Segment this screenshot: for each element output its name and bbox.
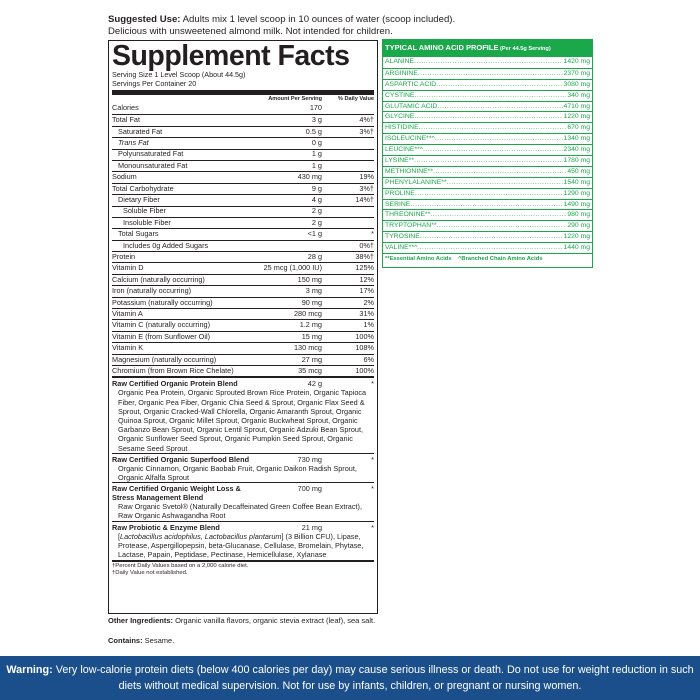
amino-name: TYROSINE bbox=[385, 233, 420, 241]
amino-name: VALINE**^ bbox=[385, 244, 418, 252]
facts-row bbox=[112, 126, 374, 137]
nutrient-label: Calories bbox=[112, 103, 139, 113]
amino-value: 1440 mg bbox=[563, 244, 590, 252]
facts-row bbox=[112, 149, 374, 160]
amino-value: 2340 mg bbox=[563, 146, 590, 154]
blend-ingredients: [Lactobacillus acidophilus, Lactobacillus plantarum] (3 Billion CFU), Lipase, Protease, Aspergillopepsin, beta-Glucanase, Cellulase, Bromelain, Phytase, Lactase, Papain, Peptidase, Pectinase, Hemicellulase, Xylanase bbox=[118, 531, 364, 560]
amino-leader-dots bbox=[414, 57, 562, 68]
nutrient-dv: * bbox=[371, 229, 374, 239]
supplement-facts-title: Supplement Facts bbox=[112, 40, 350, 72]
amino-row bbox=[383, 111, 592, 122]
amino-name: ISOLEUCINE**^ bbox=[385, 135, 435, 143]
amino-value: 2370 mg bbox=[563, 69, 590, 77]
nutrient-dv: 1% bbox=[363, 320, 374, 330]
blend-amount: 21 mg bbox=[301, 522, 322, 532]
nutrient-dv: 0%† bbox=[359, 240, 374, 250]
nutrient-label: Insoluble Fiber bbox=[123, 217, 171, 227]
nutrient-label: Chromium (from Brown Rice Chelate) bbox=[112, 365, 234, 375]
amino-leader-dots bbox=[433, 167, 566, 177]
amino-leader-dots bbox=[414, 112, 562, 122]
amino-value: 980 mg bbox=[567, 211, 590, 219]
amino-name: GLYCINE bbox=[385, 113, 415, 121]
amino-value: 290 mg bbox=[567, 222, 590, 230]
nutrient-amount: 3 mg bbox=[305, 286, 322, 296]
nutrient-amount: 35 mcg bbox=[298, 365, 322, 375]
amino-value: 4710 mg bbox=[563, 102, 590, 110]
facts-row bbox=[112, 114, 374, 125]
serving-size: Serving Size 1 Level Scoop (About 44.5g) bbox=[112, 70, 246, 79]
amino-notes bbox=[383, 253, 592, 264]
amino-leader-dots bbox=[410, 200, 562, 210]
facts-row bbox=[112, 285, 374, 296]
amino-row bbox=[383, 231, 592, 242]
facts-row bbox=[112, 297, 374, 308]
amino-row bbox=[383, 166, 592, 177]
nutrient-label: Vitamin C (naturally occurring) bbox=[112, 320, 211, 330]
facts-rows bbox=[112, 103, 374, 376]
nutrient-label: Trans Fat bbox=[118, 138, 149, 148]
nutrient-label: Vitamin E (from Sunflower Oil) bbox=[112, 331, 210, 341]
amino-leader-dots bbox=[430, 210, 566, 220]
nutrient-amount: 15 mg bbox=[301, 331, 322, 341]
amino-row bbox=[383, 155, 592, 166]
suggested-use-line1: Adults mix 1 level scoop in 10 ounces of water (scoop included). bbox=[180, 14, 456, 25]
amino-leader-dots bbox=[423, 145, 563, 155]
nutrient-label: Saturated Fat bbox=[118, 126, 163, 136]
amino-leader-dots bbox=[436, 80, 562, 90]
amino-value: 450 mg bbox=[567, 167, 590, 175]
contains-text: Sesame. bbox=[142, 636, 175, 645]
contains-label: Contains: bbox=[108, 636, 143, 645]
facts-row bbox=[112, 171, 374, 182]
divider-footer bbox=[112, 560, 374, 562]
supplement-facts-panel bbox=[108, 40, 378, 614]
warning-banner bbox=[0, 656, 700, 700]
amino-note-essential: **Essential Amino Acids bbox=[385, 256, 452, 263]
nutrient-label: Iron (naturally occurring) bbox=[112, 286, 192, 296]
nutrient-label: Magnesium (naturally occurring) bbox=[112, 354, 217, 364]
nutrient-dv: 100% bbox=[355, 331, 374, 341]
nutrient-dv: 6% bbox=[363, 354, 374, 364]
facts-row bbox=[112, 354, 374, 365]
amino-value: 670 mg bbox=[567, 124, 590, 132]
amino-row bbox=[383, 209, 592, 220]
footnote-percent: †Percent Daily Values based on a 2,000 calorie diet. bbox=[112, 563, 249, 570]
nutrient-dv: 12% bbox=[359, 274, 374, 284]
blend-dv: * bbox=[371, 484, 374, 494]
amino-leader-dots bbox=[415, 189, 563, 199]
amino-leader-dots bbox=[414, 156, 563, 166]
nutrient-amount: 130 mcg bbox=[294, 343, 322, 353]
contains bbox=[108, 636, 174, 645]
nutrient-amount: 1.2 mg bbox=[299, 320, 322, 330]
facts-row bbox=[112, 206, 374, 217]
blend-ingredients: Organic Cinnamon, Organic Baobab Fruit, Organic Daikon Radish Sprout, Organic Alfalfa Sprout bbox=[118, 463, 357, 482]
nutrient-label: Protein bbox=[112, 251, 136, 261]
nutrient-dv: 31% bbox=[359, 308, 374, 318]
nutrient-dv: 19% bbox=[359, 172, 374, 182]
amino-leader-dots bbox=[419, 123, 567, 133]
nutrient-label: Includes 0g Added Sugars bbox=[123, 240, 209, 250]
amino-row bbox=[383, 144, 592, 155]
facts-row bbox=[112, 183, 374, 194]
nutrient-amount: 2 g bbox=[311, 217, 322, 227]
suggested-use-line2: Delicious with unsweetened almond milk. Not intended for children. bbox=[108, 26, 393, 37]
nutrient-label: Vitamin D bbox=[112, 263, 144, 273]
col-dv-header: % Daily Value bbox=[337, 96, 374, 102]
nutrient-label: Vitamin K bbox=[112, 343, 144, 353]
blend-row bbox=[112, 453, 374, 464]
facts-row bbox=[112, 137, 374, 148]
nutrient-amount: 1 g bbox=[311, 160, 322, 170]
nutrient-dv: 125% bbox=[355, 263, 374, 273]
nutrient-amount: <1 g bbox=[307, 229, 322, 239]
facts-row bbox=[112, 240, 374, 251]
amino-header bbox=[383, 40, 592, 57]
amino-name: PHENYLALANINE** bbox=[385, 178, 447, 186]
amino-name: LEUCINE**^ bbox=[385, 146, 423, 154]
blend-amount: 700 mg bbox=[297, 484, 322, 494]
amino-row bbox=[383, 101, 592, 112]
amino-row bbox=[383, 68, 592, 79]
nutrient-label: Monounsaturated Fat bbox=[118, 160, 188, 170]
nutrient-dv: 4%† bbox=[359, 115, 374, 125]
facts-row bbox=[112, 160, 374, 171]
nutrient-amount: 150 mg bbox=[297, 274, 322, 284]
amino-name: SERINE bbox=[385, 200, 411, 208]
amino-leader-dots bbox=[437, 221, 567, 231]
amino-row bbox=[383, 133, 592, 144]
facts-row bbox=[112, 319, 374, 330]
nutrient-dv: 108% bbox=[355, 343, 374, 353]
nutrient-label: Total Sugars bbox=[118, 229, 159, 239]
suggested-use bbox=[108, 14, 588, 38]
nutrient-label: Calcium (naturally occurring) bbox=[112, 274, 205, 284]
amino-row bbox=[383, 188, 592, 199]
amino-name: METHIONINE** bbox=[385, 167, 433, 175]
amino-name: GLUTAMIC ACID bbox=[385, 102, 438, 110]
nutrient-label: Sodium bbox=[112, 172, 137, 182]
amino-title: TYPICAL AMINO ACID PROFILE bbox=[385, 43, 499, 52]
nutrient-dv: 38%† bbox=[355, 251, 374, 261]
amino-leader-dots bbox=[418, 69, 563, 79]
facts-row bbox=[112, 308, 374, 319]
amino-name: TRYPTOPHAN** bbox=[385, 222, 437, 230]
amino-leader-dots bbox=[420, 232, 563, 242]
nutrient-label: Soluble Fiber bbox=[123, 206, 166, 216]
amino-row bbox=[383, 199, 592, 210]
nutrient-label: Polyunsaturated Fat bbox=[118, 149, 184, 159]
nutrient-amount: 430 mg bbox=[297, 172, 322, 182]
blend-row bbox=[112, 482, 374, 502]
nutrient-amount: 0.5 g bbox=[305, 126, 322, 136]
amino-row bbox=[383, 177, 592, 188]
blend-rows bbox=[112, 378, 374, 559]
nutrient-label: Total Fat bbox=[112, 115, 140, 125]
blend-name: Raw Certified Organic Superfood Blend bbox=[112, 454, 250, 464]
warning-label: Warning: bbox=[6, 664, 53, 676]
nutrient-amount: 170 bbox=[309, 103, 322, 113]
amino-value: 1220 mg bbox=[563, 113, 590, 121]
facts-row bbox=[112, 365, 374, 376]
nutrient-amount: 1 g bbox=[311, 149, 322, 159]
blend-amount: 42 g bbox=[307, 379, 322, 389]
amino-name: ARGININE bbox=[385, 69, 418, 77]
nutrient-dv: 3%† bbox=[359, 183, 374, 193]
nutrient-amount: 9 g bbox=[311, 183, 322, 193]
amino-name: LYSINE** bbox=[385, 157, 414, 165]
amino-value: 1220 mg bbox=[563, 233, 590, 241]
amino-leader-dots bbox=[435, 134, 563, 144]
blend-ingredients: Raw Organic Svetol® (Naturally Decaffeinated Green Coffee Bean Extract), Raw Organic Ashwagandha Root bbox=[118, 502, 362, 521]
nutrient-label: Total Carbohydrate bbox=[112, 183, 174, 193]
other-ingredients bbox=[108, 616, 378, 626]
blend-dv: * bbox=[371, 454, 374, 464]
blend-row bbox=[112, 378, 374, 388]
nutrient-amount: 4 g bbox=[311, 195, 322, 205]
amino-name: ALANINE bbox=[385, 58, 415, 65]
blend-name: Raw Probiotic & Enzyme Blend bbox=[112, 522, 220, 532]
amino-row bbox=[383, 220, 592, 231]
nutrient-dv: 17% bbox=[359, 286, 374, 296]
amino-value: 1340 mg bbox=[563, 135, 590, 143]
amino-value: 1420 mg bbox=[563, 58, 590, 65]
blend-amount: 730 mg bbox=[297, 454, 322, 464]
other-ingredients-label: Other Ingredients: bbox=[108, 616, 174, 625]
amino-value: 3080 mg bbox=[563, 80, 590, 88]
amino-name: CYSTINE bbox=[385, 91, 415, 99]
nutrient-label: Vitamin A bbox=[112, 308, 143, 318]
blend-name: Raw Certified Organic Protein Blend bbox=[112, 379, 238, 389]
amino-leader-dots bbox=[414, 91, 566, 101]
amino-value: 1780 mg bbox=[563, 157, 590, 165]
suggested-use-label: Suggested Use: bbox=[108, 14, 181, 25]
nutrient-amount: 90 mg bbox=[301, 297, 322, 307]
amino-leader-dots bbox=[437, 102, 562, 112]
amino-leader-dots bbox=[447, 178, 563, 188]
amino-value: 1490 mg bbox=[563, 200, 590, 208]
nutrient-label: Potassium (naturally occurring) bbox=[112, 297, 213, 307]
blend-row bbox=[112, 521, 374, 532]
nutrient-amount: 280 mcg bbox=[294, 308, 322, 318]
facts-row bbox=[112, 331, 374, 342]
nutrient-amount: 2 g bbox=[311, 206, 322, 216]
amino-row bbox=[383, 242, 592, 253]
amino-value: 1290 mg bbox=[563, 189, 590, 197]
amino-value: 1540 mg bbox=[563, 178, 590, 186]
footnote-not-established: †Daily Value not established. bbox=[112, 570, 188, 577]
amino-note-branched: ^Branched Chain Amino Acids bbox=[458, 256, 543, 263]
amino-name: THREONINE** bbox=[385, 211, 431, 219]
nutrient-dv: 2% bbox=[363, 297, 374, 307]
amino-name: PROLINE bbox=[385, 189, 415, 197]
blend-ingredients: Organic Pea Protein, Organic Sprouted Brown Rice Protein, Organic Tapioca Fiber, Organic Pea Fiber, Organic Chia Seed & Sprout, Organic Flax Seed & Sprout, Organic Cracked-Wall Chlorella, Organic Amaranth Sprout, Organic Quinoa Sprout, Organic Millet Sprout, Organic Buckwheat Sprout, Organic Garbanzo Bean Sprout, Organic Lentil Sprout, Organic Adzuki Bean Sprout, Organic Sunflower Seed Sprout, Organic Pumpkin Seed Sprout, Organic Sesame Seed Sprout bbox=[118, 388, 367, 453]
facts-row bbox=[112, 262, 374, 273]
amino-row bbox=[383, 79, 592, 90]
nutrient-dv: 3%† bbox=[359, 126, 374, 136]
amino-row bbox=[383, 90, 592, 101]
facts-row bbox=[112, 342, 374, 353]
facts-row bbox=[112, 228, 374, 239]
col-amount-header: Amount Per Serving bbox=[268, 96, 322, 102]
warning-text: Very low-calorie protein diets (below 400 calories per day) may cause serious illness or death. Do not use for weight reduction in such diets without medical supervision. Not for use by infants, children, or pregnant or nursing women. bbox=[52, 664, 694, 692]
amino-name: HISTIDINE bbox=[385, 124, 419, 132]
amino-value: 340 mg bbox=[567, 91, 590, 99]
facts-row bbox=[112, 274, 374, 285]
amino-name: ASPARTIC ACID bbox=[385, 80, 437, 88]
blend-dv: * bbox=[371, 522, 374, 532]
nutrient-amount: 27 mg bbox=[301, 354, 322, 364]
facts-row bbox=[112, 103, 374, 114]
blend-dv: * bbox=[371, 379, 374, 389]
facts-row bbox=[112, 251, 374, 262]
nutrient-amount: 3 g bbox=[311, 115, 322, 125]
amino-leader-dots bbox=[417, 243, 562, 253]
nutrient-dv: 14%† bbox=[355, 195, 374, 205]
amino-row bbox=[383, 122, 592, 133]
amino-subtitle: (Per 44.5g Serving) bbox=[498, 46, 551, 52]
facts-column-header bbox=[112, 95, 374, 103]
servings-per-container: Servings Per Container 20 bbox=[112, 78, 197, 88]
nutrient-amount: 25 mcg (1,000 IU) bbox=[263, 263, 322, 273]
nutrient-amount: 28 g bbox=[307, 251, 322, 261]
nutrient-label: Dietary Fiber bbox=[118, 195, 160, 205]
blend-name: Raw Certified Organic Weight Loss & Stress Management Blend bbox=[112, 484, 241, 503]
amino-row bbox=[383, 57, 592, 68]
amino-rows bbox=[383, 57, 592, 253]
other-ingredients-text: Organic vanilla flavors, organic stevia extract (leaf), sea salt. bbox=[173, 616, 376, 625]
amino-acid-profile bbox=[382, 39, 593, 268]
facts-row bbox=[112, 194, 374, 205]
nutrient-amount: 0 g bbox=[311, 138, 322, 148]
facts-row bbox=[112, 217, 374, 228]
nutrient-dv: 100% bbox=[355, 365, 374, 375]
